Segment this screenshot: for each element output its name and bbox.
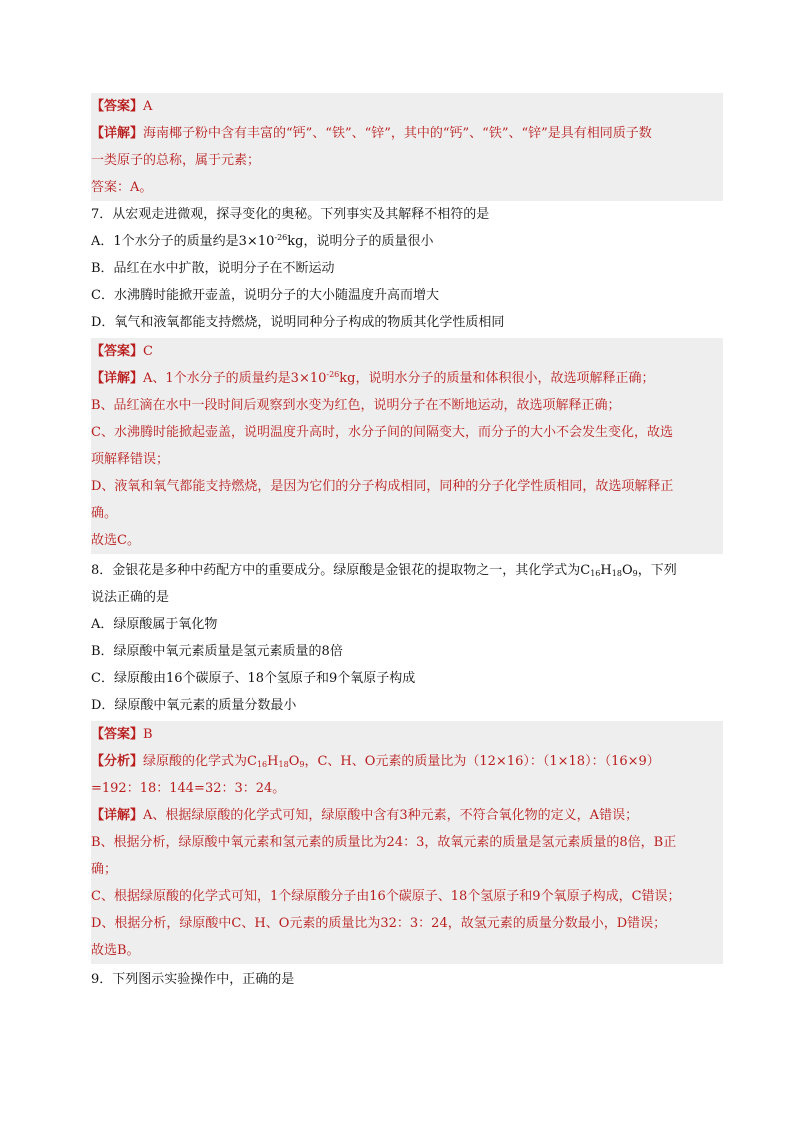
detail-line — [91, 500, 723, 527]
final-answer-line — [91, 937, 723, 964]
question-text: ，下列 — [637, 563, 677, 578]
detail-tag: 【详解】 — [91, 371, 144, 386]
detail-line — [91, 802, 723, 829]
question-stem — [91, 966, 723, 993]
exponent: -26 — [326, 370, 340, 379]
subscript: 16 — [256, 760, 268, 769]
answer-line — [91, 338, 723, 365]
detail-tag: 【详解】 — [91, 126, 144, 141]
detail-text: 确。 — [91, 506, 118, 521]
option-text: C．绿原酸由16个碳原子、18个氢原子和9个氧原子构成 — [91, 671, 416, 686]
formula-part: H — [267, 754, 279, 769]
subscript: 18 — [611, 569, 622, 578]
question-text: 8．金银花是多种中药配方中的重要成分。绿原酸是金银花的提取物之一，其化学式为C — [91, 563, 591, 578]
detail-line — [91, 120, 723, 147]
detail-text: 一类原子的总称，属于元素； — [91, 153, 261, 168]
detail-text: C、水沸腾时能掀起壶盖，说明温度升高时，水分子间的间隔变大，而分子的大小不会发生变化，故选 — [91, 425, 673, 440]
option-d — [91, 692, 723, 719]
answer-value: B — [143, 727, 153, 742]
analysis-line — [91, 775, 723, 802]
option-c — [91, 665, 723, 692]
final-answer-text: 故选B。 — [91, 943, 140, 958]
analysis-text: 绿原酸的化学式为C — [143, 754, 257, 769]
answer-line — [91, 93, 723, 120]
final-answer-line — [91, 174, 723, 201]
detail-line — [91, 883, 723, 910]
analysis-text: ，C、H、O元素的质量比为（12×16）：（1×18）：（16×9） — [304, 754, 660, 769]
detail-text: C、根据绿原酸的化学式可知，1个绿原酸分子由16个碳原子、18个氢原子和9个氧原子构成，C错误； — [91, 889, 681, 904]
answer-tag: 【答案】 — [91, 344, 144, 359]
final-answer-text: 答案：A。 — [91, 180, 153, 195]
detail-text: 确； — [91, 862, 118, 877]
answer-tag: 【答案】 — [91, 99, 144, 114]
option-text: D．绿原酸中氧元素的质量分数最小 — [91, 698, 297, 713]
question-stem — [91, 557, 723, 584]
detail-text: A、根据绿原酸的化学式可知，绿原酸中含有3种元素，不符合氧化物的定义，A错误； — [143, 808, 639, 823]
option-text: C．水沸腾时能掀开壶盖，说明分子的大小随温度升高而增大 — [91, 288, 439, 303]
detail-text: kg，说明水分子的质量和体积很小，故选项解释正确； — [339, 371, 655, 386]
detail-text: B、品红滴在水中一段时间后观察到水变为红色，说明分子在不断地运动，故选项解释正确； — [91, 398, 621, 413]
detail-line — [91, 147, 723, 174]
detail-line — [91, 392, 723, 419]
detail-text: B、根据分析，绿原酸中氧元素和氢元素的质量比为24：3，故氧元素的质量是氢元素质量的8倍，B正 — [91, 835, 677, 850]
detail-tag: 【详解】 — [91, 808, 144, 823]
final-answer-text: 故选C。 — [91, 533, 140, 548]
answer-value: A — [143, 99, 153, 114]
option-a — [91, 611, 723, 638]
detail-line — [91, 910, 723, 937]
formula-part: O — [621, 563, 633, 578]
question-text: 9．下列图示实验操作中，正确的是 — [91, 972, 295, 987]
detail-line — [91, 856, 723, 883]
option-text: A．1个水分子的质量约是3×10 — [91, 234, 275, 249]
detail-line — [91, 473, 723, 500]
option-d — [91, 309, 723, 336]
option-b — [91, 255, 723, 282]
final-answer-line — [91, 527, 723, 554]
option-text: kg，说明分子的质量很小 — [287, 234, 434, 249]
subscript: 16 — [590, 569, 601, 578]
option-c — [91, 282, 723, 309]
question-text: 7．从宏观走进微观，探寻变化的奥秘。下列事实及其解释不相符的是 — [91, 207, 490, 222]
detail-line — [91, 446, 723, 473]
detail-line — [91, 829, 723, 856]
option-text: B．绿原酸中氧元素质量是氢元素质量的8倍 — [91, 644, 343, 659]
subscript: 18 — [278, 760, 289, 769]
detail-line — [91, 419, 723, 446]
answer-value: C — [143, 344, 153, 359]
analysis-tag: 【分析】 — [91, 754, 144, 769]
question-stem — [91, 584, 723, 611]
exponent: -26 — [274, 233, 288, 242]
option-text: D．氧气和液氧都能支持燃烧，说明同种分子构成的物质其化学性质相同 — [91, 315, 505, 330]
option-b — [91, 638, 723, 665]
detail-text: D、液氧和氧气都能支持燃烧，是因为它们的分子构成相同，同种的分子化学性质相同，故选项解释正 — [91, 479, 674, 494]
option-text: A．绿原酸属于氧化物 — [91, 617, 218, 632]
subscript: 9 — [632, 569, 638, 578]
answer-tag: 【答案】 — [91, 727, 144, 742]
analysis-line — [91, 748, 723, 775]
detail-line — [91, 365, 723, 392]
detail-text: 项解释错误； — [91, 452, 170, 467]
formula-part: O — [288, 754, 300, 769]
question-stem — [91, 201, 723, 228]
question-text: 说法正确的是 — [91, 590, 170, 605]
answer-line — [91, 721, 723, 748]
analysis-text: =192：18：144=32：3：24。 — [91, 781, 286, 796]
detail-text: A、1个水分子的质量约是3×10 — [143, 371, 327, 386]
option-a — [91, 228, 723, 255]
option-text: B．品红在水中扩散，说明分子在不断运动 — [91, 261, 335, 276]
formula-part: H — [600, 563, 612, 578]
subscript: 9 — [299, 760, 305, 769]
detail-text: 海南椰子粉中含有丰富的“钙”、“铁”、“锌”，其中的“钙”、“铁”、“锌”是具有相同质子数 — [143, 126, 652, 141]
detail-text: D、根据分析，绿原酸中C、H、O元素的质量比为32：3：24，故氢元素的质量分数最小，D错误； — [91, 916, 667, 931]
